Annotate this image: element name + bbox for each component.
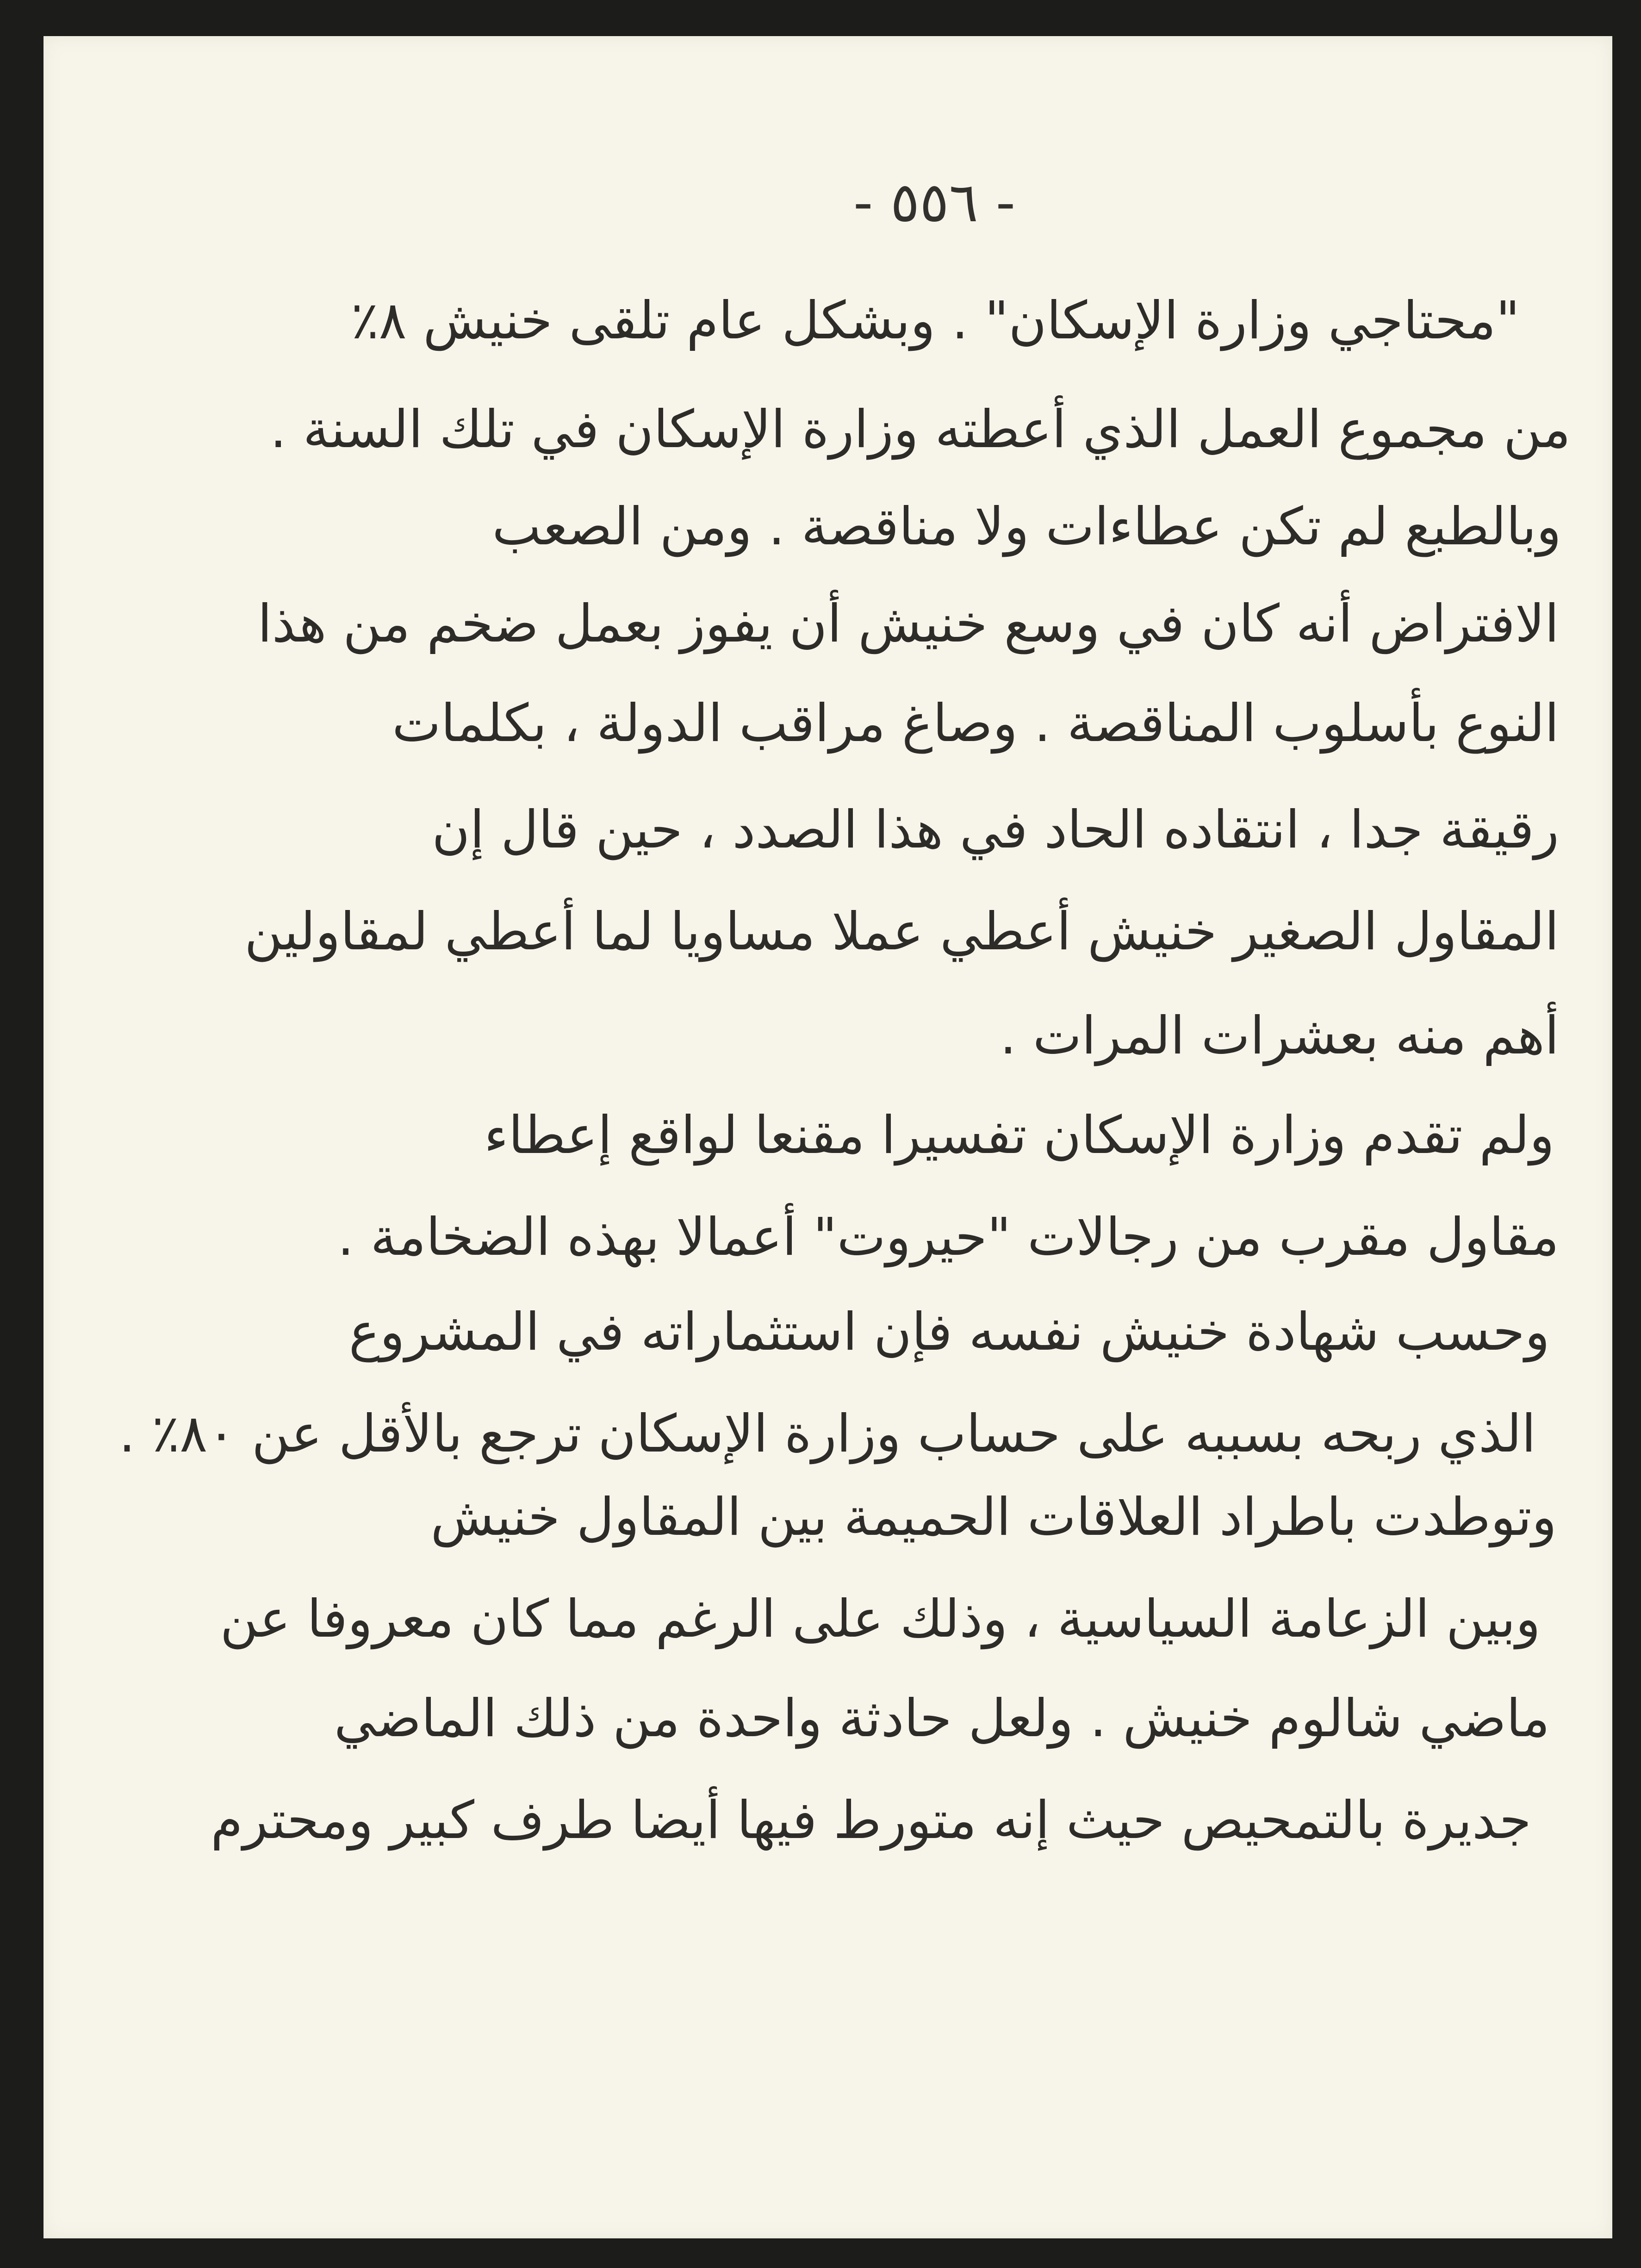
text-line: ماضي شالوم خنيش . ولعل حادثة واحدة من ذلك الماضي xyxy=(334,1689,1550,1749)
text-line: الافتراض أنه كان في وسع خنيش أن يفوز بعمل ضخم من هذا xyxy=(257,594,1559,654)
text-line: وتوطدت باطراد العلاقات الحميمة بين المقاول خنيش xyxy=(430,1487,1557,1547)
text-line: "محتاجي وزارة الإسكان" . وبشكل عام تلقى خنيش ٨٪ xyxy=(351,291,1520,351)
text-line: رقيقة جدا ، انتقاده الحاد في هذا الصدد ، حين قال إن xyxy=(432,800,1559,860)
manuscript-page xyxy=(44,36,1612,2238)
text-line: مقاول مقرب من رجالات "حيروت" أعمالا بهذه الضخامة . xyxy=(337,1207,1559,1267)
text-line: جديرة بالتمحيص حيث إنه متورط فيها أيضا طرف كبير ومحترم xyxy=(211,1790,1531,1851)
text-line: الذي ربحه بسببه على حساب وزارة الإسكان ترجع بالأقل عن ٨٠٪ . xyxy=(118,1404,1536,1464)
text-line: من مجموع العمل الذي أعطته وزارة الإسكان في تلك السنة . xyxy=(270,399,1571,460)
text-line: النوع بأسلوب المناقصة . وصاغ مراقب الدولة ، بكلمات xyxy=(392,693,1559,754)
page-number: - ٥٥٦ - xyxy=(853,170,1016,234)
text-line: وبالطبع لم تكن عطاءات ولا مناقصة . ومن الصعب xyxy=(492,497,1561,557)
text-line: أهم منه بعشرات المرات . xyxy=(1000,1006,1559,1066)
text-line: ولم تقدم وزارة الإسكان تفسيرا مقنعا لواقع إعطاء xyxy=(484,1105,1554,1165)
text-line: وحسب شهادة خنيش نفسه فإن استثماراته في المشروع xyxy=(348,1302,1550,1362)
text-line: المقاول الصغير خنيش أعطي عملا مساويا لما أعطي لمقاولين xyxy=(244,902,1559,962)
text-line: وبين الزعامة السياسية ، وذلك على الرغم مما كان معروفا عن xyxy=(220,1589,1541,1649)
